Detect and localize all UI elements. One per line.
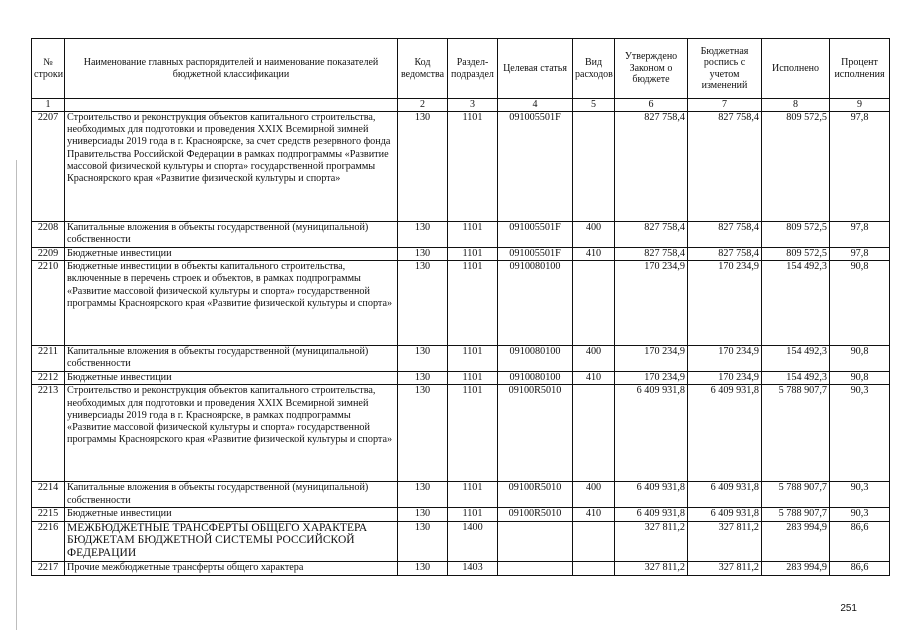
executed-amount: 154 492,3	[762, 261, 830, 346]
execution-percent: 90,3	[830, 508, 890, 521]
row-number: 2211	[32, 346, 65, 372]
target-article: 091005501F	[498, 248, 573, 261]
expense-type	[573, 561, 615, 575]
section-code: 1101	[448, 261, 498, 346]
dept-code: 130	[398, 385, 448, 482]
approved-amount: 170 234,9	[615, 346, 688, 372]
row-name: Бюджетные инвестиции	[65, 508, 398, 521]
section-code: 1101	[448, 112, 498, 222]
row-number: 2209	[32, 248, 65, 261]
page-number: 251	[840, 603, 857, 614]
header-approved: Утверждено Законом о бюджете	[615, 39, 688, 99]
executed-amount: 5 788 907,7	[762, 508, 830, 521]
approved-amount: 6 409 931,8	[615, 508, 688, 521]
adjusted-amount: 6 409 931,8	[688, 385, 762, 482]
dept-code: 130	[398, 346, 448, 372]
approved-amount: 827 758,4	[615, 112, 688, 222]
execution-percent: 97,8	[830, 112, 890, 222]
row-number: 2207	[32, 112, 65, 222]
column-number: 2	[398, 99, 448, 112]
scan-edge-mark	[16, 160, 17, 630]
section-code: 1403	[448, 561, 498, 575]
executed-amount: 809 572,5	[762, 222, 830, 248]
dept-code: 130	[398, 482, 448, 508]
row-name: Капитальные вложения в объекты государственной (муниципальной) собственности	[65, 222, 398, 248]
dept-code: 130	[398, 508, 448, 521]
adjusted-amount: 170 234,9	[688, 346, 762, 372]
execution-percent: 90,3	[830, 385, 890, 482]
expense-type	[573, 385, 615, 482]
header-section: Раздел-подраздел	[448, 39, 498, 99]
approved-amount: 327 811,2	[615, 521, 688, 561]
row-name: Бюджетные инвестиции	[65, 248, 398, 261]
adjusted-amount: 827 758,4	[688, 222, 762, 248]
target-article: 091005501F	[498, 112, 573, 222]
target-article: 09100R5010	[498, 482, 573, 508]
column-number: 8	[762, 99, 830, 112]
expense-type: 400	[573, 346, 615, 372]
executed-amount: 283 994,9	[762, 561, 830, 575]
adjusted-amount: 327 811,2	[688, 521, 762, 561]
adjusted-amount: 6 409 931,8	[688, 508, 762, 521]
adjusted-amount: 170 234,9	[688, 372, 762, 385]
section-code: 1101	[448, 385, 498, 482]
dept-code: 130	[398, 261, 448, 346]
section-code: 1101	[448, 372, 498, 385]
column-number: 9	[830, 99, 890, 112]
approved-amount: 327 811,2	[615, 561, 688, 575]
header-expense-type: Вид расходов	[573, 39, 615, 99]
dept-code: 130	[398, 372, 448, 385]
target-article: 0910080100	[498, 346, 573, 372]
approved-amount: 6 409 931,8	[615, 385, 688, 482]
row-name: Прочие межбюджетные трансферты общего характера	[65, 561, 398, 575]
execution-percent: 86,6	[830, 521, 890, 561]
approved-amount: 827 758,4	[615, 248, 688, 261]
target-article	[498, 561, 573, 575]
header-row-number: № строки	[32, 39, 65, 99]
column-number: 4	[498, 99, 573, 112]
approved-amount: 6 409 931,8	[615, 482, 688, 508]
execution-percent: 97,8	[830, 222, 890, 248]
column-number: 1	[32, 99, 65, 112]
dept-code: 130	[398, 112, 448, 222]
row-number: 2216	[32, 521, 65, 561]
column-number-row	[32, 99, 890, 112]
execution-percent: 86,6	[830, 561, 890, 575]
executed-amount: 154 492,3	[762, 372, 830, 385]
row-number: 2215	[32, 508, 65, 521]
executed-amount: 5 788 907,7	[762, 385, 830, 482]
expense-type: 400	[573, 222, 615, 248]
target-article: 09100R5010	[498, 508, 573, 521]
adjusted-amount: 827 758,4	[688, 112, 762, 222]
table-row	[32, 385, 890, 482]
target-article: 09100R5010	[498, 385, 573, 482]
adjusted-amount: 327 811,2	[688, 561, 762, 575]
execution-percent: 97,8	[830, 248, 890, 261]
expense-type: 400	[573, 482, 615, 508]
row-number: 2214	[32, 482, 65, 508]
table-row	[32, 346, 890, 372]
target-article: 091005501F	[498, 222, 573, 248]
table-row	[32, 521, 890, 561]
target-article: 0910080100	[498, 261, 573, 346]
header-adjusted: Бюджетная роспись с учетом изменений	[688, 39, 762, 99]
dept-code: 130	[398, 561, 448, 575]
header-dept-code: Код ведомства	[398, 39, 448, 99]
dept-code: 130	[398, 248, 448, 261]
approved-amount: 827 758,4	[615, 222, 688, 248]
row-name: Бюджетные инвестиции	[65, 372, 398, 385]
dept-code: 130	[398, 521, 448, 561]
budget-execution-table	[31, 38, 890, 576]
execution-percent: 90,3	[830, 482, 890, 508]
row-name: Капитальные вложения в объекты государственной (муниципальной) собственности	[65, 482, 398, 508]
executed-amount: 5 788 907,7	[762, 482, 830, 508]
header-target-article: Целевая статья	[498, 39, 573, 99]
target-article: 0910080100	[498, 372, 573, 385]
execution-percent: 90,8	[830, 346, 890, 372]
approved-amount: 170 234,9	[615, 261, 688, 346]
table-row	[32, 222, 890, 248]
header-percent: Процент исполнения	[830, 39, 890, 99]
row-name: МЕЖБЮДЖЕТНЫЕ ТРАНСФЕРТЫ ОБЩЕГО ХАРАКТЕРА БЮДЖЕТАМ БЮДЖЕТНОЙ СИСТЕМЫ РОССИЙСКОЙ ФЕДЕРАЦИИ	[65, 521, 398, 561]
table-row	[32, 482, 890, 508]
executed-amount: 809 572,5	[762, 248, 830, 261]
row-name: Строительство и реконструкция объектов капитального строительства, необходимых для подготовки и проведения XXIX Всемирной зимней универсиады 2019 года в г. Красноярске, за счет средств резервного фонда Правительства Российской Федерации в рамках подпрограммы «Развитие массовой физической культуры и спорта» государственной программы Красноярского края «Развитие физической культуры и спорта»	[65, 112, 398, 222]
table-row	[32, 248, 890, 261]
row-name: Строительство и реконструкция объектов капитального строительства, необходимых для подготовки и проведения XXIX Всемирной зимней универсиады 2019 года в г. Красноярске, в рамках подпрограммы «Развитие массовой физической культуры и спорта» государственной программы Красноярского края «Развитие физической культуры и спорта»	[65, 385, 398, 482]
row-number: 2213	[32, 385, 65, 482]
column-number: 5	[573, 99, 615, 112]
dept-code: 130	[398, 222, 448, 248]
table-row	[32, 508, 890, 521]
expense-type: 410	[573, 372, 615, 385]
expense-type	[573, 112, 615, 222]
table-row	[32, 112, 890, 222]
column-number: 7	[688, 99, 762, 112]
section-code: 1101	[448, 508, 498, 521]
target-article	[498, 521, 573, 561]
row-number: 2208	[32, 222, 65, 248]
row-name: Бюджетные инвестиции в объекты капитального строительства, включенные в перечень строек и объектов, в рамках подпрограммы «Развитие массовой физической культуры и спорта» государственной программы Красноярского края «Развитие физической культуры и спорта»	[65, 261, 398, 346]
section-code: 1101	[448, 482, 498, 508]
expense-type	[573, 261, 615, 346]
header-name: Наименование главных распорядителей и наименование показателей бюджетной классификации	[65, 39, 398, 99]
expense-type	[573, 521, 615, 561]
executed-amount: 154 492,3	[762, 346, 830, 372]
expense-type: 410	[573, 248, 615, 261]
section-code: 1101	[448, 248, 498, 261]
section-code: 1400	[448, 521, 498, 561]
section-code: 1101	[448, 346, 498, 372]
execution-percent: 90,8	[830, 261, 890, 346]
adjusted-amount: 6 409 931,8	[688, 482, 762, 508]
row-number: 2217	[32, 561, 65, 575]
table-header-row	[32, 39, 890, 99]
column-number: 6	[615, 99, 688, 112]
execution-percent: 90,8	[830, 372, 890, 385]
section-code: 1101	[448, 222, 498, 248]
header-executed: Исполнено	[762, 39, 830, 99]
approved-amount: 170 234,9	[615, 372, 688, 385]
row-number: 2212	[32, 372, 65, 385]
column-number: 3	[448, 99, 498, 112]
adjusted-amount: 170 234,9	[688, 261, 762, 346]
row-name: Капитальные вложения в объекты государственной (муниципальной) собственности	[65, 346, 398, 372]
table-row	[32, 372, 890, 385]
adjusted-amount: 827 758,4	[688, 248, 762, 261]
table-row	[32, 561, 890, 575]
expense-type: 410	[573, 508, 615, 521]
executed-amount: 283 994,9	[762, 521, 830, 561]
row-number: 2210	[32, 261, 65, 346]
executed-amount: 809 572,5	[762, 112, 830, 222]
table-row	[32, 261, 890, 346]
